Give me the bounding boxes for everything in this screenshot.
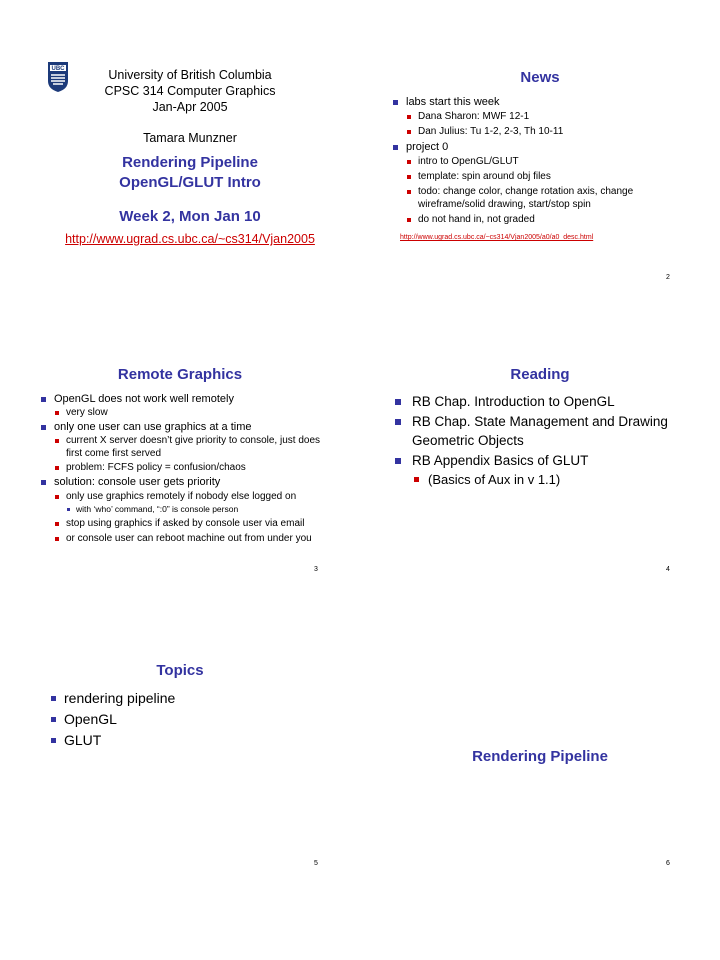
slide-2-news	[360, 50, 720, 360]
sub-bullet: Dan Julius: Tu 1-2, 2-3, Th 10-11	[392, 125, 692, 138]
sub-bullet: problem: FCFS policy = confusion/chaos	[40, 461, 340, 474]
sub-bullet: current X server doesn’t give priority to console, just does first come first served	[40, 434, 340, 460]
topic-item: OpenGL	[50, 709, 330, 729]
lecture-week: Week 2, Mon Jan 10	[119, 208, 261, 225]
slide-title: Rendering Pipeline	[472, 748, 608, 765]
bullet: RB Chap. Introduction to OpenGL	[394, 392, 684, 411]
course-url-wrap	[10, 232, 370, 246]
bullet: RB Appendix Basics of GLUT	[394, 451, 684, 470]
news-url-wrap	[400, 234, 593, 241]
page-number: 5	[314, 860, 318, 867]
slide-5-topics	[0, 650, 360, 960]
bullet: OpenGL does not work well remotely	[40, 392, 340, 406]
course-name: CPSC 314 Computer Graphics	[104, 84, 276, 98]
bullet: only one user can use graphics at a time	[40, 420, 340, 434]
slide-title: Remote Graphics	[117, 366, 243, 383]
bullet: solution: console user gets priority	[40, 475, 340, 489]
term: Jan-Apr 2005	[152, 100, 228, 114]
remote-bullets	[40, 392, 340, 545]
reading-bullets	[394, 392, 684, 489]
bullet: project 0	[392, 140, 692, 154]
page-number: 6	[666, 860, 670, 867]
lecture-title-line-1: Rendering Pipeline	[122, 154, 258, 171]
topic-item: GLUT	[50, 730, 330, 750]
slide-title: Reading	[510, 366, 570, 383]
page-number: 3	[314, 566, 318, 573]
lecture-title-line-2: OpenGL/GLUT Intro	[119, 174, 261, 191]
sub-bullet: todo: change color, change rotation axis, change wireframe/solid drawing, start/stop spin	[392, 185, 692, 211]
sub-sub-bullet: with ‘who’ command, “:0” is console person	[40, 503, 340, 515]
assignment-url-link[interactable]: http://www.ugrad.cs.ubc.ca/~cs314/Vjan2005/a0/a0_desc.html	[400, 234, 594, 241]
sub-bullet: stop using graphics if asked by console user via email	[40, 517, 340, 530]
sub-bullet: intro to OpenGL/GLUT	[392, 155, 692, 168]
news-bullets	[392, 95, 692, 226]
slide-6-rendering-pipeline	[360, 650, 720, 960]
slide-title: News	[520, 69, 560, 86]
author: Tamara Munzner	[143, 131, 237, 145]
slide-title: Topics	[156, 662, 204, 679]
sub-bullet: Dana Sharon: MWF 12-1	[392, 110, 692, 123]
bullet: labs start this week	[392, 95, 692, 109]
sub-bullet: or console user can reboot machine out from under you	[40, 532, 340, 545]
slide-3-remote-graphics	[0, 360, 360, 670]
sub-bullet: template: spin around obj files	[392, 170, 692, 183]
bullet: RB Chap. State Management and Drawing Geometric Objects	[394, 412, 684, 450]
sub-bullet: do not hand in, not graded	[392, 213, 692, 226]
university-name: University of British Columbia	[108, 68, 272, 82]
course-url-link[interactable]: http://www.ugrad.cs.ubc.ca/~cs314/Vjan2005	[65, 232, 315, 246]
page-number: 2	[666, 274, 670, 281]
page-number: 4	[666, 566, 670, 573]
slide-4-reading	[360, 360, 720, 670]
sub-bullet: (Basics of Aux in v 1.1)	[394, 470, 684, 489]
topic-item: rendering pipeline	[50, 688, 330, 708]
sub-bullet: only use graphics remotely if nobody else logged on	[40, 490, 340, 503]
svg-text:UBC: UBC	[51, 66, 65, 73]
sub-bullet: very slow	[40, 406, 340, 419]
topics-list	[50, 688, 330, 750]
slide-1	[0, 50, 360, 360]
